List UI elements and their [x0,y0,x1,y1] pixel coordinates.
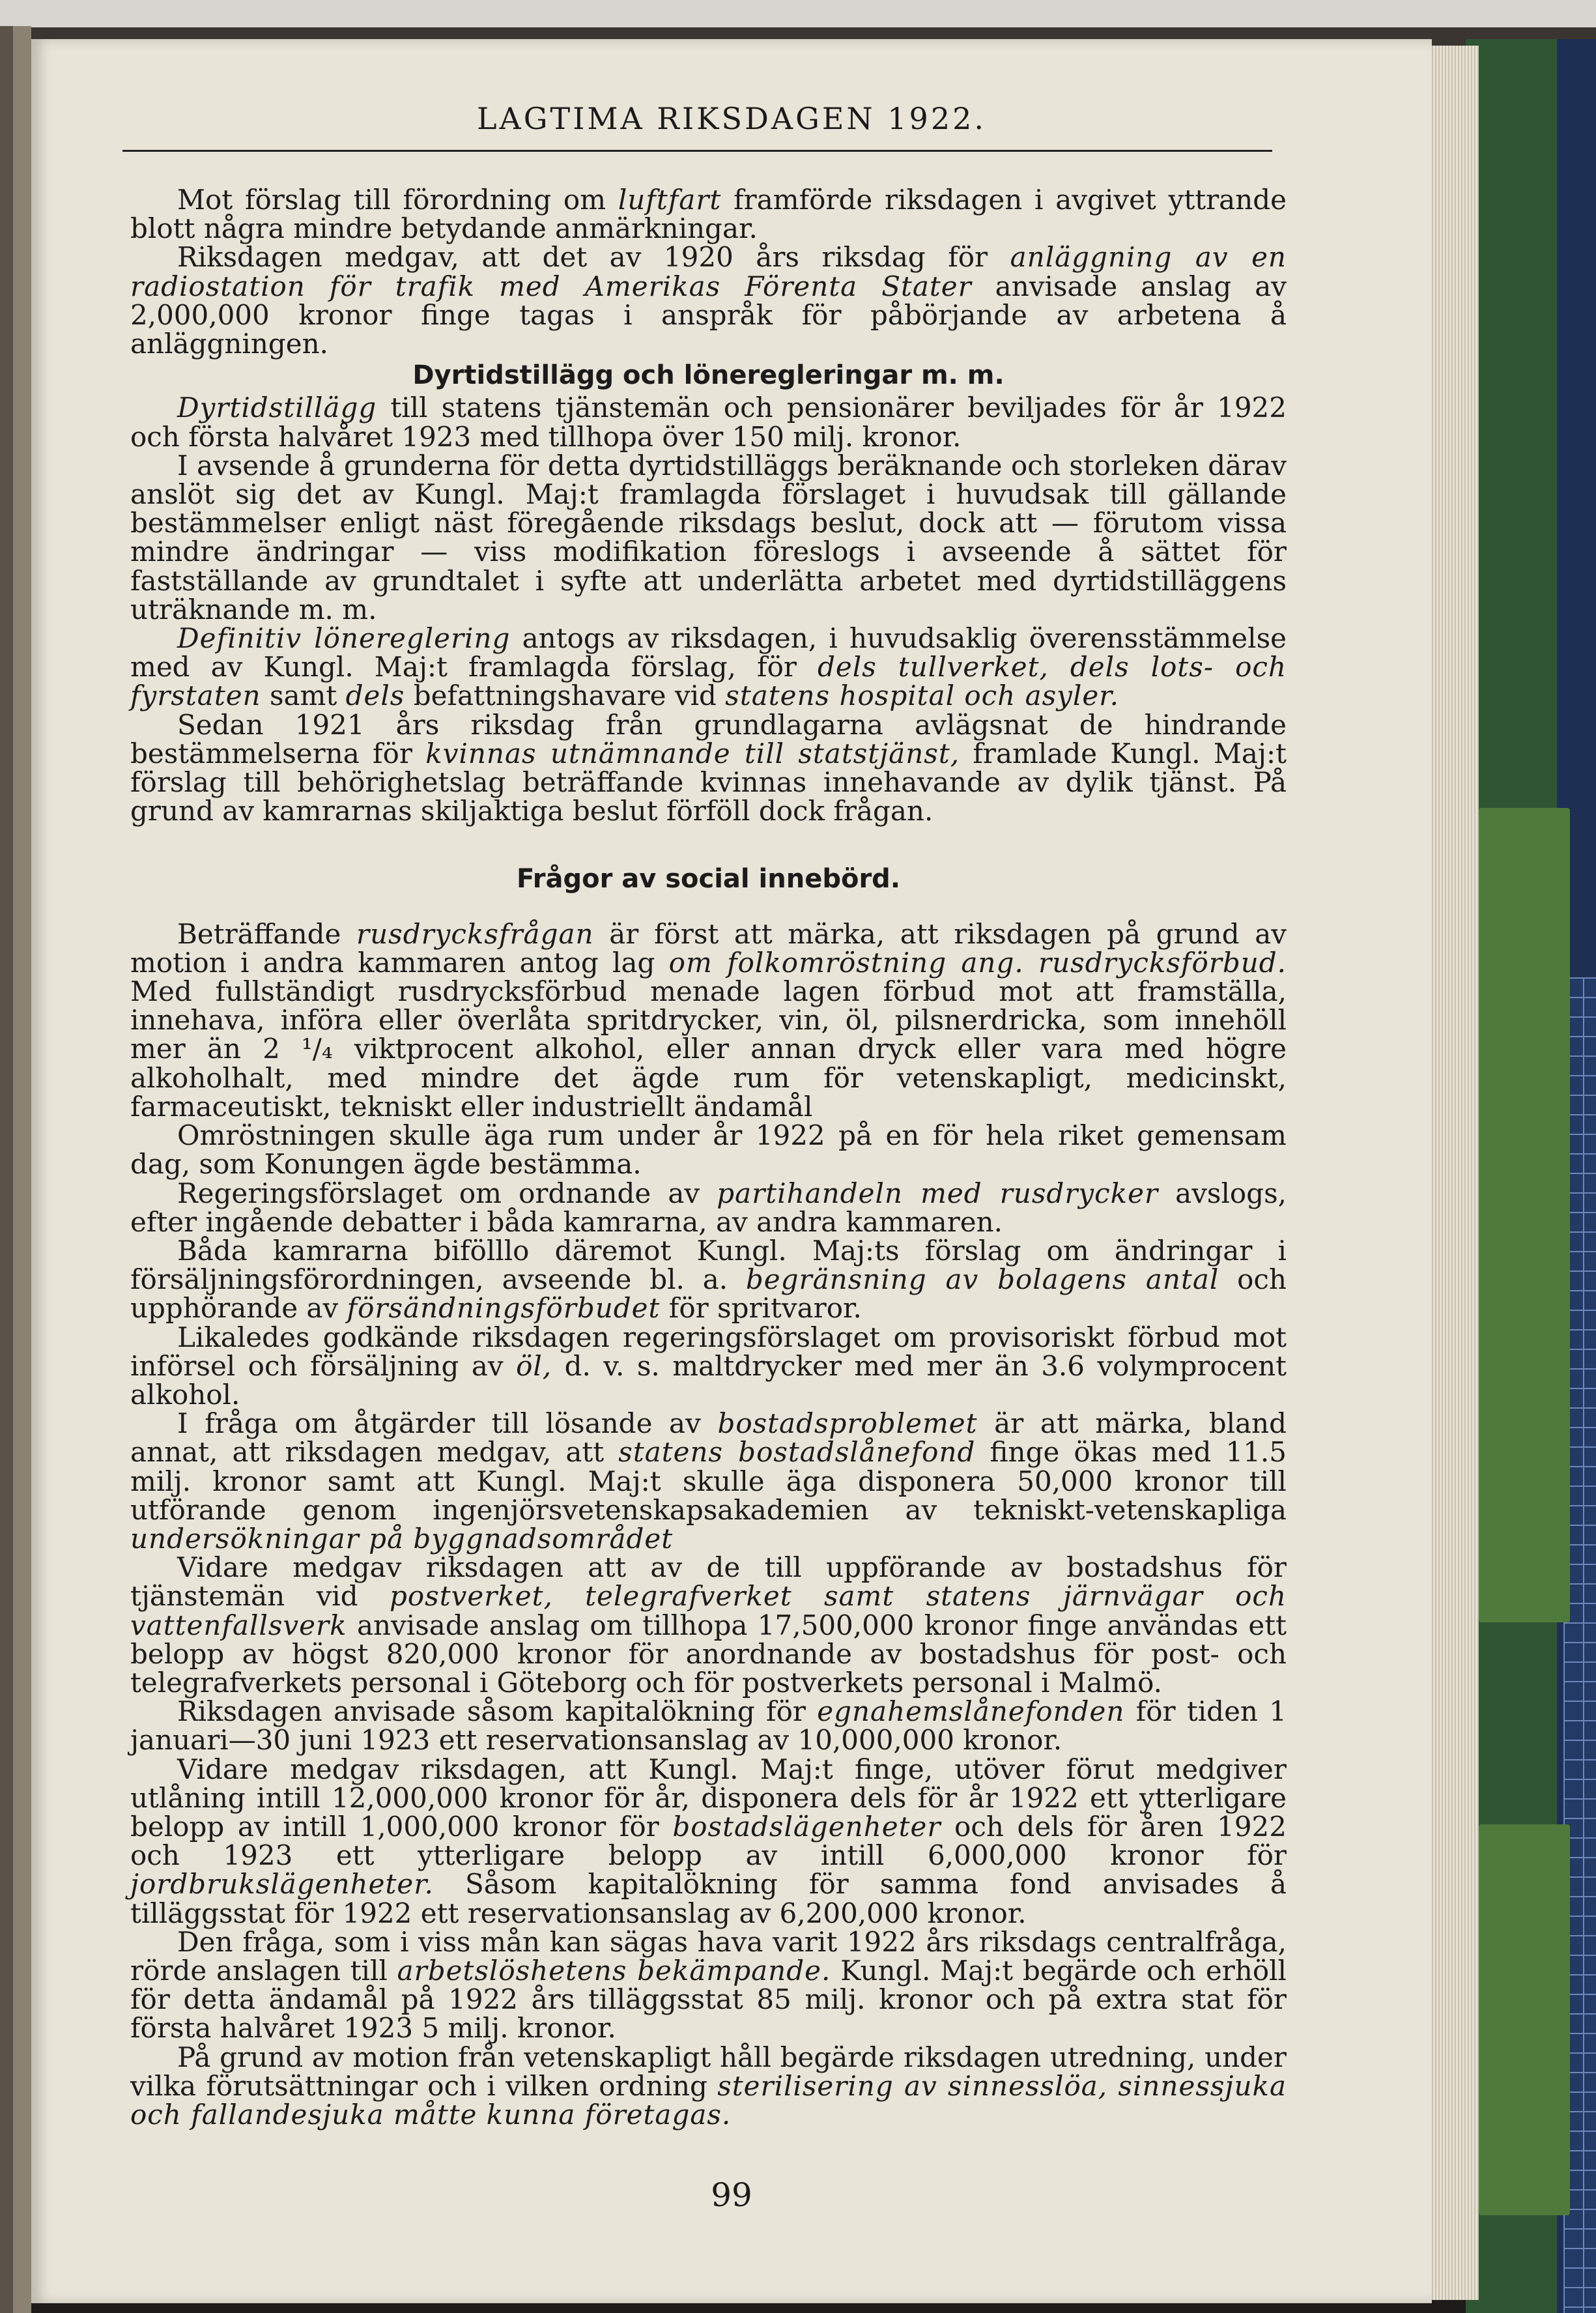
page-stack-edge [1427,46,1479,2300]
green-band-lower [1479,1824,1570,2215]
text-run: d. v. s. maltdrycker med mer än 3.6 volymprocent alkohol. [130,1349,1287,1411]
header-rule [122,150,1272,152]
italic-phrase: om folkomröstning ang. rusdrycksförbud. [668,946,1287,979]
text-run: samt [261,680,346,712]
text-run: är först att märka, att riksdagen på grund av motion i andra kammaren antog lag [130,917,1287,979]
italic-phrase: Definitiv lönereglering [177,622,511,655]
text-run: Med fullständigt rusdrycksförbud menade lagen förbud mot att framställa, innehava, införa eller överlåta spritdrycker, vin, öl, pilsnerdricka, som innehöll mer än 2 ¹/₄ viktprocent alkohol, eller annan dryck eller vara med högre alkoholhalt, med mindre det ägde rum för vetenskapligt, medicinskt, farmaceutiskt, tekniskt eller industriellt ändamål [130,975,1287,1123]
paragraph [130,1323,1287,1410]
running-head: LAGTIMA RIKSDAGEN 1922. [477,101,986,136]
text-run: för tiden 1 januari—30 juni 1923 ett reservationsanslag av 10,000,000 kronor. [130,1695,1287,1757]
paragraph [130,1121,1287,1179]
text-run: är att märka, bland annat, att riksdagen medgav, att [130,1407,1287,1469]
italic-phrase: sterilisering av sinnesslöa, sinnessjuka och fallandesjuka måtte kunna företagas. [130,2069,1287,2131]
italic-phrase: rusdrycksfrågan [356,917,594,950]
paragraph [130,243,1287,358]
text-run: Vidare medgav riksdagen, att Kungl. Maj:t finge, utöver förut medgiver utlåning intill 12,000,000 kronor för år, disponera dels för år 1922 ett ytterligare belopp av intill 1,000,000 kronor för [130,1753,1287,1843]
italic-phrase: statens hospital och asyler. [725,680,1119,712]
italic-phrase: kvinnas utnämnande till statstjänst, [425,737,960,769]
paragraph [130,1179,1287,1237]
text-run: Den fråga, som i viss mån kan sägas hava varit 1922 års riksdags centralfråga, rörde anslagen till [130,1925,1287,1987]
text-run: Mot förslag till förordning om [177,184,618,216]
text-run: till statens tjänstemän och pensionärer beviljades för år 1922 och första halvåret 1923 med tillhopa över 150 milj. kronor. [130,392,1287,453]
text-run: och upphörande av [130,1263,1287,1325]
italic-phrase: jordbrukslägenheter. [130,1868,435,1901]
text-run: Kungl. Maj:t begärde och erhöll för detta ändamål på 1922 års tilläggsstat 85 milj. kronor och på extra stat för första halvåret 1923 5 milj. kronor. [130,1954,1287,2045]
green-band-upper [1479,808,1570,1622]
text-run: antogs av riksdagen, i huvudsaklig överensstämmelse med av Kungl. Maj:t framlagda förslag, för [130,622,1287,683]
paragraph [130,394,1287,451]
text-run: På grund av motion från vetenskapligt håll begärde riksdagen utredning, under vilka förutsättningar och i vilken ordning [130,2041,1287,2102]
text-run: framförde riksdagen i avgivet yttrande blott några mindre betydande anmärkningar. [130,184,1287,245]
text-run: framlade Kungl. Maj:t förslag till behörighetslag beträffande kvinnas innehavande av dylik tjänst. På grund av kamrarnas skiljaktiga beslut förföll dock frågan. [130,737,1287,827]
text-run: anvisade anslag av 2,000,000 kronor finge tagas i anspråk för påbörjande av arbetena å anläggningen. [130,270,1287,360]
paragraph [130,1409,1287,1553]
page-number: 99 [711,2176,752,2214]
paragraph [130,708,1287,827]
text-run: Båda kamrarna bifölllo däremot Kungl. Maj:ts förslag om ändringar i försäljningsförordningen, avseende bl. a. [130,1234,1287,1296]
paragraph [130,449,1287,625]
text-run: Riksdagen medgav, att det av 1920 års riksdag för [177,241,1010,274]
paragraph [130,1755,1287,1928]
paragraph [130,917,1287,1123]
text-run: Såsom kapitalökning för samma fond anvisades å tilläggsstat för 1922 ett reservationsanslag av 6,200,000 kronor. [130,1868,1287,1929]
italic-phrase: postverket, telegrafverket samt statens järnvägar och vattenfallsverk [130,1580,1287,1641]
paragraph [130,1697,1287,1755]
italic-phrase: bostadslägenheter [672,1810,941,1843]
text-run: Regeringsförslaget om ordnande av [177,1177,717,1209]
italic-phrase: arbetslöshetens bekämpande. [397,1954,831,1987]
text-run: Sedan 1921 års riksdag från grundlagarna avlägsnat de hindrande bestämmelserna för [130,708,1287,769]
text-run: I avsende å grunderna för detta dyrtidstilläggs beräknande och storleken därav anslöt sig det av Kungl. Maj:t framlagda förslaget i huvudsak till gällande bestämmelser enligt näst föregående riksdags beslut, dock att — förutom vissa mindre ändringar — viss modifikation föreslogs i avseende å sättet för fastställande av grundtalet i syfte att underlätta arbetet med dyrtidstilläggens uträknande m. m. [130,449,1287,625]
paragraph [130,186,1287,243]
text-run: I fråga om åtgärder till lösande av [177,1407,718,1440]
italic-phrase: dels tullverket, dels lots- och fyrstaten [130,651,1287,712]
text-run: anvisade anslag om tillhopa 17,500,000 kronor finge användas ett belopp av högst 820,000 kronor för anordnande av bostadshus för post- och telegrafverkets personal i Göteborg och för postverkets personal i Malmö. [130,1609,1287,1699]
italic-phrase: anläggning av en radiostation för trafik med Amerikas Förenta Stater [130,241,1287,302]
text-run: och dels för åren 1922 och 1923 ett ytterligare belopp av intill 6,000,000 kronor för [130,1810,1287,1872]
italic-phrase: dels [345,680,405,712]
italic-phrase: öl, [516,1349,552,1382]
italic-phrase: partihandeln med rusdrycker [717,1177,1159,1209]
paragraph [130,2043,1287,2130]
text-run: Omröstningen skulle äga rum under år 1922 på en för hela riket gemensam dag, som Konungen ägde bestämma. [130,1119,1287,1181]
italic-phrase: bostadsproblemet [717,1407,978,1440]
text-run: avslogs, efter ingående debatter i båda kamrarna, av andra kammaren. [130,1177,1287,1238]
book-page [31,39,1432,2303]
paragraph [130,1234,1287,1325]
paragraph [130,1553,1287,1697]
text-run: befattningshavare vid [405,680,726,712]
text-run: Riksdagen anvisade såsom kapitalökning för [177,1695,818,1728]
paragraph [130,1925,1287,2045]
paragraph [130,624,1287,711]
italic-phrase: försändningsförbudet [347,1292,661,1325]
italic-phrase: luftfart [618,184,722,216]
text-run: Likaledes godkände riksdagen regeringsförslaget om provisoriskt förbud mot införsel och försäljning av [130,1321,1287,1382]
body-text [130,186,1287,2129]
italic-phrase: Dyrtidstillägg [177,392,377,424]
section-heading-social: Frågor av social innebörd. [516,864,901,895]
section-heading-dyrtid: Dyrtidstillägg och löneregleringar m. m. [412,360,1005,391]
facing-page-shadow [0,26,13,2313]
text-run: Vidare medgav riksdagen att av de till uppförande av bostadshus för tjänstemän vid [130,1551,1287,1613]
italic-phrase: begränsning av bolagens antal [745,1263,1219,1296]
text-run: för spritvaror. [660,1292,862,1325]
italic-phrase: statens bostadslånefond [618,1436,976,1469]
text-run: Beträffande [177,917,357,950]
italic-phrase: egnahemslånefonden [817,1695,1125,1728]
italic-phrase: undersökningar på byggnadsområdet [130,1522,674,1555]
text-run: finge ökas med 11.5 milj. kronor samt att Kungl. Maj:t skulle äga disponera 50,000 kronor till utförande genom ingenjörsvetenskapsakademien av tekniskt-vetenskapliga [130,1436,1287,1526]
